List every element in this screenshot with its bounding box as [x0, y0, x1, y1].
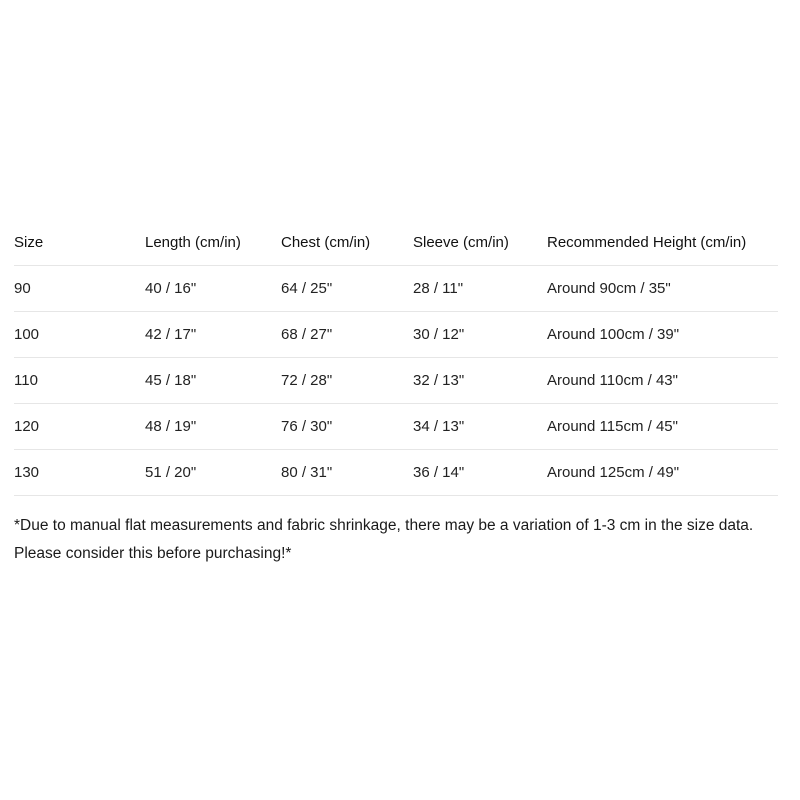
- cell-sleeve: 32 / 13": [413, 358, 547, 404]
- cell-sleeve: 34 / 13": [413, 404, 547, 450]
- cell-sleeve: 36 / 14": [413, 450, 547, 496]
- header-size: Size: [14, 220, 145, 266]
- cell-sleeve: 28 / 11": [413, 266, 547, 312]
- table-row: [14, 266, 778, 312]
- cell-length: 45 / 18": [145, 358, 281, 404]
- cell-chest: 72 / 28": [281, 358, 413, 404]
- cell-chest: 64 / 25": [281, 266, 413, 312]
- cell-chest: 76 / 30": [281, 404, 413, 450]
- cell-length: 40 / 16": [145, 266, 281, 312]
- cell-size: 100: [14, 312, 145, 358]
- header-recommended-height: Recommended Height (cm/in): [547, 220, 778, 266]
- table-row: [14, 312, 778, 358]
- cell-recommended-height: Around 110cm / 43": [547, 358, 778, 404]
- header-chest: Chest (cm/in): [281, 220, 413, 266]
- cell-sleeve: 30 / 12": [413, 312, 547, 358]
- cell-size: 110: [14, 358, 145, 404]
- size-table: [14, 220, 778, 496]
- cell-recommended-height: Around 125cm / 49": [547, 450, 778, 496]
- cell-length: 51 / 20": [145, 450, 281, 496]
- table-header-row: [14, 220, 778, 266]
- cell-length: 48 / 19": [145, 404, 281, 450]
- cell-recommended-height: Around 100cm / 39": [547, 312, 778, 358]
- cell-size: 130: [14, 450, 145, 496]
- cell-length: 42 / 17": [145, 312, 281, 358]
- table-row: [14, 450, 778, 496]
- table-row: [14, 404, 778, 450]
- cell-size: 90: [14, 266, 145, 312]
- cell-size: 120: [14, 404, 145, 450]
- cell-chest: 68 / 27": [281, 312, 413, 358]
- cell-recommended-height: Around 115cm / 45": [547, 404, 778, 450]
- cell-recommended-height: Around 90cm / 35": [547, 266, 778, 312]
- measurement-note: *Due to manual flat measurements and fabric shrinkage, there may be a variation of 1-3 cm in the size data. Please consider this before purchasing!*: [14, 517, 754, 562]
- header-sleeve: Sleeve (cm/in): [413, 220, 547, 266]
- table-row: [14, 358, 778, 404]
- header-length: Length (cm/in): [145, 220, 281, 266]
- size-chart: [14, 220, 778, 584]
- cell-chest: 80 / 31": [281, 450, 413, 496]
